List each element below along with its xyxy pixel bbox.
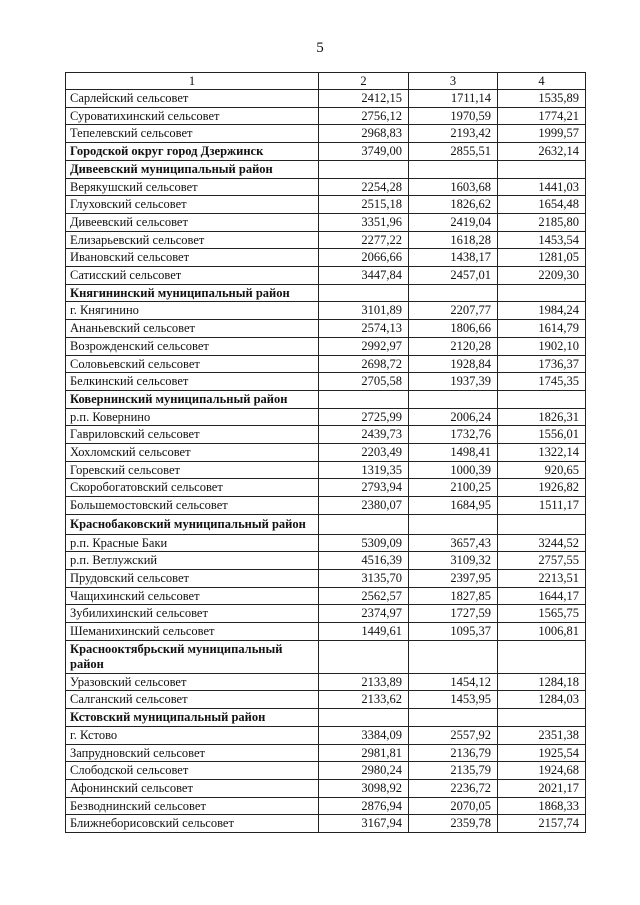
table-row xyxy=(66,178,586,196)
row-value-col2 xyxy=(319,640,409,673)
row-value-col3: 2359,78 xyxy=(409,815,498,833)
row-value-col3 xyxy=(409,284,498,302)
row-value-col2 xyxy=(319,390,409,408)
table-row xyxy=(66,373,586,391)
table-row xyxy=(66,605,586,623)
row-value-col4: 2757,55 xyxy=(498,552,586,570)
row-name-cell: Горевский сельсовет xyxy=(66,461,319,479)
row-value-col3: 1806,66 xyxy=(409,320,498,338)
row-value-col3: 1498,41 xyxy=(409,444,498,462)
row-value-col2: 2705,58 xyxy=(319,373,409,391)
table-row xyxy=(66,726,586,744)
row-value-col4: 1736,37 xyxy=(498,355,586,373)
row-name-cell: Ковернинский муниципальный район xyxy=(66,390,319,408)
table-row xyxy=(66,90,586,108)
row-value-col2 xyxy=(319,709,409,727)
row-name-cell: Городской округ город Дзержинск xyxy=(66,143,319,161)
row-value-col2: 2515,18 xyxy=(319,196,409,214)
row-name-cell: г. Княгинино xyxy=(66,302,319,320)
row-value-col4: 1926,82 xyxy=(498,479,586,497)
row-name-cell: Краснооктябрьский муниципальный район xyxy=(66,640,319,673)
row-value-col4: 1453,54 xyxy=(498,231,586,249)
row-value-col2: 2793,94 xyxy=(319,479,409,497)
table-row xyxy=(66,461,586,479)
table-row xyxy=(66,213,586,231)
row-value-col2: 2980,24 xyxy=(319,762,409,780)
row-value-col2: 2562,57 xyxy=(319,587,409,605)
table-row xyxy=(66,552,586,570)
row-value-col2: 2992,97 xyxy=(319,337,409,355)
row-value-col2: 2574,13 xyxy=(319,320,409,338)
row-name-cell: Запрудновский сельсовет xyxy=(66,744,319,762)
table-row xyxy=(66,107,586,125)
row-value-col2: 3101,89 xyxy=(319,302,409,320)
section-header-row xyxy=(66,143,586,161)
table-row xyxy=(66,196,586,214)
row-name-cell: Сатисский сельсовет xyxy=(66,267,319,285)
row-value-col3 xyxy=(409,640,498,673)
row-value-col3: 2100,25 xyxy=(409,479,498,497)
row-value-col3 xyxy=(409,390,498,408)
table-row xyxy=(66,125,586,143)
row-value-col3: 2397,95 xyxy=(409,569,498,587)
row-value-col3: 2557,92 xyxy=(409,726,498,744)
table-row xyxy=(66,673,586,691)
row-value-col4: 1868,33 xyxy=(498,797,586,815)
row-value-col4: 1826,31 xyxy=(498,408,586,426)
row-name-cell: Ананьевский сельсовет xyxy=(66,320,319,338)
column-header-1: 1 xyxy=(66,73,319,90)
row-value-col4 xyxy=(498,160,586,178)
row-value-col3: 1684,95 xyxy=(409,497,498,515)
row-value-col4 xyxy=(498,514,586,534)
row-value-col3: 1000,39 xyxy=(409,461,498,479)
row-value-col4: 1924,68 xyxy=(498,762,586,780)
row-value-col3: 3657,43 xyxy=(409,534,498,552)
row-value-col3: 1826,62 xyxy=(409,196,498,214)
row-name-cell: Скоробогатовский сельсовет xyxy=(66,479,319,497)
row-value-col4: 1644,17 xyxy=(498,587,586,605)
column-header-row xyxy=(66,73,586,90)
row-value-col2: 3135,70 xyxy=(319,569,409,587)
row-name-cell: Хохломский сельсовет xyxy=(66,444,319,462)
row-value-col3: 2120,28 xyxy=(409,337,498,355)
table-row xyxy=(66,408,586,426)
table-row xyxy=(66,249,586,267)
row-name-cell: Белкинский сельсовет xyxy=(66,373,319,391)
row-value-col4: 2209,30 xyxy=(498,267,586,285)
row-value-col2: 2133,62 xyxy=(319,691,409,709)
page-number: 5 xyxy=(316,40,324,56)
row-value-col3 xyxy=(409,514,498,534)
row-value-col4: 2157,74 xyxy=(498,815,586,833)
row-name-cell: Большемостовский сельсовет xyxy=(66,497,319,515)
row-value-col4: 1925,54 xyxy=(498,744,586,762)
row-value-col4: 2351,38 xyxy=(498,726,586,744)
row-name-cell: Краснобаковский муниципальный район xyxy=(66,514,319,534)
table-row xyxy=(66,355,586,373)
row-name-cell: Глуховский сельсовет xyxy=(66,196,319,214)
row-value-col4: 1284,03 xyxy=(498,691,586,709)
row-value-col2: 2981,81 xyxy=(319,744,409,762)
row-name-cell: Елизарьевский сельсовет xyxy=(66,231,319,249)
row-value-col3: 1727,59 xyxy=(409,605,498,623)
row-name-cell: р.п. Ветлужский xyxy=(66,552,319,570)
row-value-col4 xyxy=(498,284,586,302)
row-value-col4: 920,65 xyxy=(498,461,586,479)
row-value-col4: 1999,57 xyxy=(498,125,586,143)
row-value-col4: 1654,48 xyxy=(498,196,586,214)
row-value-col3: 3109,32 xyxy=(409,552,498,570)
table-row xyxy=(66,302,586,320)
row-value-col2: 3167,94 xyxy=(319,815,409,833)
row-value-col3: 1453,95 xyxy=(409,691,498,709)
row-value-col3: 1454,12 xyxy=(409,673,498,691)
row-value-col4 xyxy=(498,640,586,673)
table-row xyxy=(66,444,586,462)
row-name-cell: Ивановский сельсовет xyxy=(66,249,319,267)
row-name-cell: Соловьевский сельсовет xyxy=(66,355,319,373)
row-value-col4: 2213,51 xyxy=(498,569,586,587)
row-value-col2: 2133,89 xyxy=(319,673,409,691)
row-value-col2: 4516,39 xyxy=(319,552,409,570)
table-row xyxy=(66,691,586,709)
row-name-cell: Ближнеборисовский сельсовет xyxy=(66,815,319,833)
row-value-col2: 1449,61 xyxy=(319,623,409,641)
row-value-col2: 3447,84 xyxy=(319,267,409,285)
table-row xyxy=(66,815,586,833)
table-body xyxy=(66,90,586,833)
row-value-col2: 3749,00 xyxy=(319,143,409,161)
row-value-col4: 1565,75 xyxy=(498,605,586,623)
row-value-col3: 2135,79 xyxy=(409,762,498,780)
row-value-col3: 2136,79 xyxy=(409,744,498,762)
row-value-col3: 1711,14 xyxy=(409,90,498,108)
row-value-col4: 1284,18 xyxy=(498,673,586,691)
row-value-col2: 5309,09 xyxy=(319,534,409,552)
row-name-cell: Салганский сельсовет xyxy=(66,691,319,709)
section-header-row xyxy=(66,284,586,302)
row-name-cell: Возрожденский сельсовет xyxy=(66,337,319,355)
section-header-row xyxy=(66,709,586,727)
row-value-col2: 2380,07 xyxy=(319,497,409,515)
row-value-col2 xyxy=(319,284,409,302)
table-row xyxy=(66,426,586,444)
row-value-col4: 3244,52 xyxy=(498,534,586,552)
row-value-col3: 2236,72 xyxy=(409,780,498,798)
table-row xyxy=(66,479,586,497)
row-value-col2: 2277,22 xyxy=(319,231,409,249)
section-header-row xyxy=(66,514,586,534)
table-row xyxy=(66,744,586,762)
row-name-cell: Уразовский сельсовет xyxy=(66,673,319,691)
column-header-2: 2 xyxy=(319,73,409,90)
row-value-col2: 2066,66 xyxy=(319,249,409,267)
row-value-col4: 1902,10 xyxy=(498,337,586,355)
table-row xyxy=(66,797,586,815)
row-name-cell: Княгининский муниципальный район xyxy=(66,284,319,302)
row-value-col2: 1319,35 xyxy=(319,461,409,479)
row-name-cell: Суроватихинский сельсовет xyxy=(66,107,319,125)
row-value-col2: 2412,15 xyxy=(319,90,409,108)
row-value-col2: 2698,72 xyxy=(319,355,409,373)
row-name-cell: Сарлейский сельсовет xyxy=(66,90,319,108)
row-value-col3: 2070,05 xyxy=(409,797,498,815)
row-value-col2: 3098,92 xyxy=(319,780,409,798)
row-value-col3: 2006,24 xyxy=(409,408,498,426)
row-value-col3: 1937,39 xyxy=(409,373,498,391)
row-value-col3: 1438,17 xyxy=(409,249,498,267)
row-value-col4: 2021,17 xyxy=(498,780,586,798)
row-name-cell: Гавриловский сельсовет xyxy=(66,426,319,444)
row-value-col2: 2968,83 xyxy=(319,125,409,143)
table-row xyxy=(66,320,586,338)
row-value-col2: 2439,73 xyxy=(319,426,409,444)
row-value-col2: 2374,97 xyxy=(319,605,409,623)
row-value-col3: 2193,42 xyxy=(409,125,498,143)
row-value-col4: 2185,80 xyxy=(498,213,586,231)
row-name-cell: Прудовский сельсовет xyxy=(66,569,319,587)
row-value-col2: 3384,09 xyxy=(319,726,409,744)
table-row xyxy=(66,497,586,515)
row-value-col3 xyxy=(409,709,498,727)
row-value-col2: 3351,96 xyxy=(319,213,409,231)
row-value-col4: 1535,89 xyxy=(498,90,586,108)
row-value-col3: 2419,04 xyxy=(409,213,498,231)
row-name-cell: Тепелевский сельсовет xyxy=(66,125,319,143)
row-name-cell: Безводнинский сельсовет xyxy=(66,797,319,815)
row-value-col2: 2876,94 xyxy=(319,797,409,815)
row-value-col4: 1441,03 xyxy=(498,178,586,196)
row-name-cell: Чащихинский сельсовет xyxy=(66,587,319,605)
row-value-col3: 1970,59 xyxy=(409,107,498,125)
row-name-cell: Верякушский сельсовет xyxy=(66,178,319,196)
row-value-col3: 1928,84 xyxy=(409,355,498,373)
row-value-col2: 2756,12 xyxy=(319,107,409,125)
row-value-col4: 1556,01 xyxy=(498,426,586,444)
data-table xyxy=(65,72,586,833)
row-name-cell: Кстовский муниципальный район xyxy=(66,709,319,727)
row-value-col2 xyxy=(319,514,409,534)
row-value-col4 xyxy=(498,709,586,727)
section-header-row xyxy=(66,640,586,673)
row-value-col4: 1511,17 xyxy=(498,497,586,515)
row-value-col4 xyxy=(498,390,586,408)
row-value-col3 xyxy=(409,160,498,178)
row-value-col4: 1281,05 xyxy=(498,249,586,267)
row-value-col3: 1095,37 xyxy=(409,623,498,641)
row-value-col3: 2855,51 xyxy=(409,143,498,161)
table-row xyxy=(66,569,586,587)
section-header-row xyxy=(66,160,586,178)
row-name-cell: Зубилихинский сельсовет xyxy=(66,605,319,623)
row-name-cell: р.п. Ковернино xyxy=(66,408,319,426)
row-value-col4: 2632,14 xyxy=(498,143,586,161)
table-row xyxy=(66,780,586,798)
row-value-col4: 1745,35 xyxy=(498,373,586,391)
table-row xyxy=(66,534,586,552)
table-row xyxy=(66,762,586,780)
row-value-col3: 1732,76 xyxy=(409,426,498,444)
row-value-col3: 1618,28 xyxy=(409,231,498,249)
row-value-col3: 2457,01 xyxy=(409,267,498,285)
row-name-cell: г. Кстово xyxy=(66,726,319,744)
row-value-col3: 1603,68 xyxy=(409,178,498,196)
table-row xyxy=(66,623,586,641)
row-value-col4: 1984,24 xyxy=(498,302,586,320)
column-header-3: 3 xyxy=(409,73,498,90)
row-name-cell: р.п. Красные Баки xyxy=(66,534,319,552)
table-row xyxy=(66,267,586,285)
row-name-cell: Шеманихинский сельсовет xyxy=(66,623,319,641)
row-value-col2 xyxy=(319,160,409,178)
row-name-cell: Слободской сельсовет xyxy=(66,762,319,780)
row-value-col3: 1827,85 xyxy=(409,587,498,605)
table-row xyxy=(66,231,586,249)
row-name-cell: Афонинский сельсовет xyxy=(66,780,319,798)
row-value-col3: 2207,77 xyxy=(409,302,498,320)
row-value-col2: 2725,99 xyxy=(319,408,409,426)
row-name-cell: Дивеевский сельсовет xyxy=(66,213,319,231)
row-name-cell: Дивеевский муниципальный район xyxy=(66,160,319,178)
row-value-col4: 1322,14 xyxy=(498,444,586,462)
row-value-col4: 1614,79 xyxy=(498,320,586,338)
row-value-col2: 2254,28 xyxy=(319,178,409,196)
row-value-col4: 1006,81 xyxy=(498,623,586,641)
table-row xyxy=(66,587,586,605)
row-value-col2: 2203,49 xyxy=(319,444,409,462)
table-row xyxy=(66,337,586,355)
row-value-col4: 1774,21 xyxy=(498,107,586,125)
section-header-row xyxy=(66,390,586,408)
column-header-4: 4 xyxy=(498,73,586,90)
